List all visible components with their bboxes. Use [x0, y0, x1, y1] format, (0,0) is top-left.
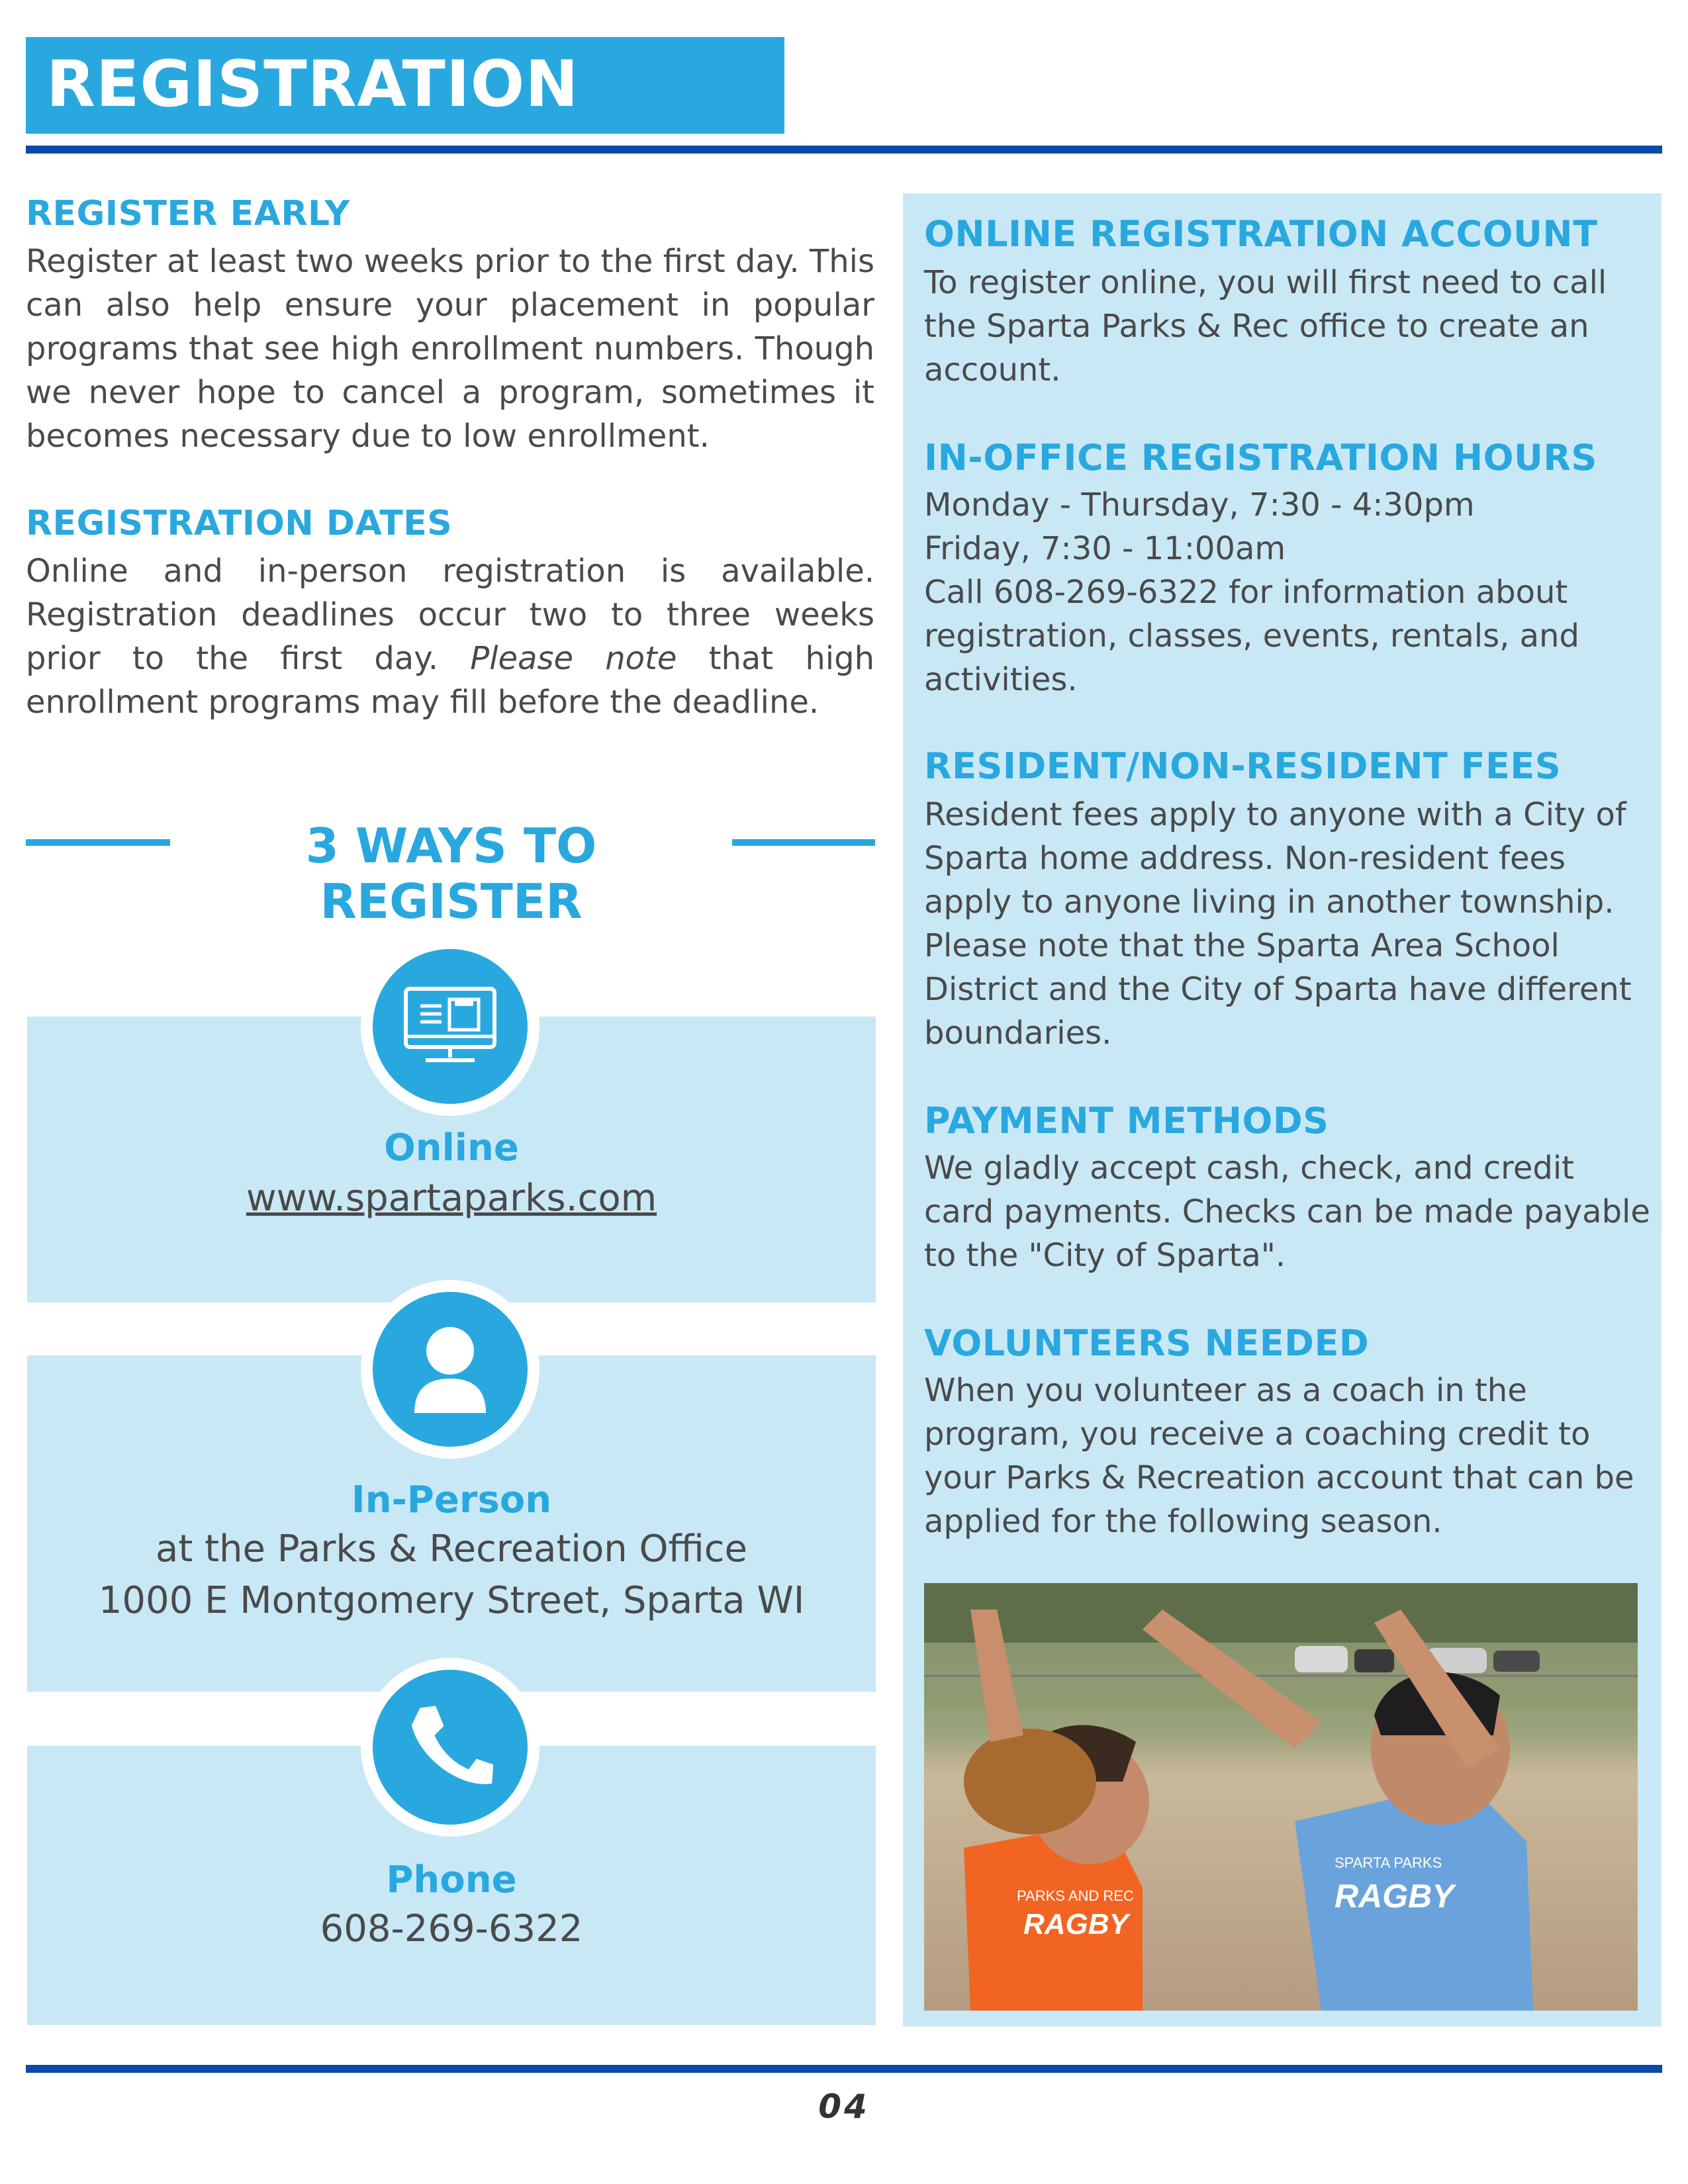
ways-to-register-title: 3 WAYS TO REGISTER: [305, 818, 597, 929]
ways-divider-right: [732, 839, 875, 846]
shirt-text-left-2: RAGBY: [1023, 1908, 1129, 1940]
volunteers-heading: VOLUNTEERS NEEDED: [924, 1322, 1370, 1364]
person-icon: [410, 1323, 490, 1416]
registration-dates-text: [26, 549, 874, 724]
shirt-text-right-1: SPARTA PARKS: [1335, 1854, 1442, 1871]
footer-rule: [26, 2065, 1662, 2073]
shirt-text-left-1: PARKS AND REC: [1017, 1888, 1134, 1904]
ways-divider-left: [26, 839, 170, 846]
volunteers-text: When you volunteer as a coach in the program, you receive a coaching credit to your Parks & Recreation account that can be applied for the following season.: [924, 1372, 1634, 1540]
registration-dates-emphasis: Please note: [470, 640, 677, 677]
register-early-text: Register at least two weeks prior to the first day. This can also help ensure your placement in popular programs that see high enrollment numbers. Though we never hope to cancel a program, sometimes it becomes necessary due to low enrollment.: [26, 243, 874, 455]
phone-number[interactable]: 608-269-6322: [320, 1907, 583, 1950]
fees-text: Resident fees apply to anyone with a City of Sparta home address. Non-resident fees apply to anyone living in another township. Please note that the Sparta Area School District and the City of Sparta have different boundaries.: [924, 796, 1632, 1052]
registration-dates-text-part1: Online and in-person registration is available. Registration deadlines occur two to three weeks prior to the first day.: [26, 553, 874, 677]
payment-text: We gladly accept cash, check, and credit card payments. Checks can be made payable to the "City of Sparta".: [924, 1150, 1650, 1274]
in-person-address: 1000 E Montgomery Street, Sparta WI: [98, 1579, 805, 1622]
page-title: REGISTRATION: [46, 47, 579, 121]
in-person-title: In-Person: [351, 1479, 552, 1522]
office-hours-friday: Friday, 7:30 - 11:00am: [924, 530, 1286, 567]
online-icon-badge: [361, 937, 539, 1116]
phone-title: Phone: [386, 1858, 517, 1901]
registration-dates-heading: REGISTRATION DATES: [26, 504, 453, 543]
computer-icon: [400, 983, 500, 1069]
office-hours-call-info: Call 608-269-6322 for information about registration, classes, events, rentals, and activities.: [924, 574, 1579, 698]
office-hours-weekdays: Monday - Thursday, 7:30 - 4:30pm: [924, 486, 1475, 523]
phone-icon-badge: [361, 1658, 539, 1837]
online-account-heading: ONLINE REGISTRATION ACCOUNT: [924, 213, 1598, 255]
kids-photo-illustration: [924, 1583, 1638, 2011]
online-website-link[interactable]: www.spartaparks.com: [246, 1177, 657, 1220]
payment-heading: PAYMENT METHODS: [924, 1100, 1329, 1142]
register-early-heading: REGISTER EARLY: [26, 194, 350, 234]
shirt-text-right-2: RAGBY: [1335, 1878, 1454, 1915]
page-number: 04: [818, 2087, 870, 2126]
office-hours-heading: IN-OFFICE REGISTRATION HOURS: [924, 437, 1597, 478]
fees-heading: RESIDENT/NON-RESIDENT FEES: [924, 745, 1562, 787]
office-hours-text: [924, 483, 1652, 702]
header-rule: [26, 146, 1662, 154]
in-person-icon-badge: [361, 1280, 539, 1459]
registration-dates-text-part2: that high enrollment programs may fill before the deadline.: [26, 640, 874, 721]
online-account-text: To register online, you will first need to call the Sparta Parks & Rec office to create an account.: [924, 264, 1607, 388]
phone-icon: [407, 1698, 493, 1797]
in-person-location: at the Parks & Recreation Office: [156, 1527, 747, 1570]
kids-photo: [924, 1583, 1638, 2011]
online-title: Online: [384, 1126, 519, 1169]
